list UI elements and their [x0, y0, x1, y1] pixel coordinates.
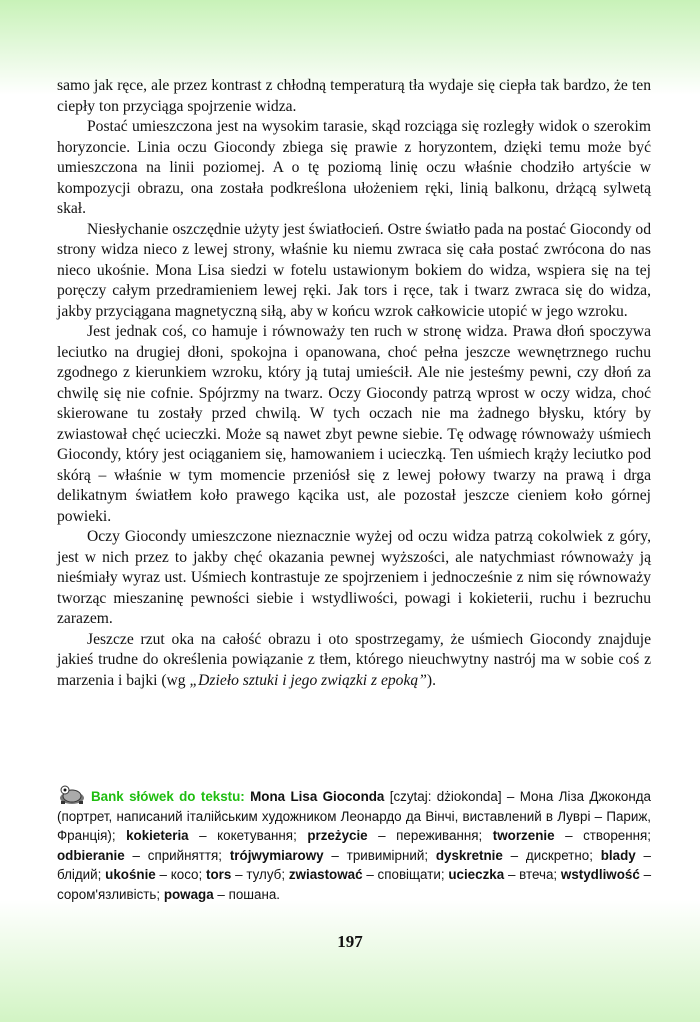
vocab-term: tworzenie — [492, 828, 555, 843]
source-title: „Dzieło sztuki i jego związki z epoką” — [189, 671, 427, 689]
vocab-definition: – тривимірний; — [323, 847, 436, 863]
vocab-definition: – пошана. — [213, 886, 281, 902]
vocab-term: kokieteria — [126, 828, 189, 843]
vocab-definition: – косо; — [155, 867, 207, 882]
paragraph: samo jak ręce, ale przez kontrast z chłodną temperaturą tła wydaje się ciepła tak bardzo, że ten ciepły ton przyciąga spojrzenie widza. — [57, 77, 651, 115]
vocab-definition: – сором'язливість; — [57, 867, 652, 902]
vocab-definition: – сповіщати; — [362, 867, 449, 882]
paragraph: Postać umieszczona jest na wysokim tarasie, skąd rozciąga się rozległy widok o szerokim horyzoncie. Linia oczu Giocondy zbiega się prawie z horyzontem, dzięki temu może być umieszczona na linii poziomej. A o tę poziomą linię oczu właśnie chodziło artyście w kompozycji obrazu, ona została podkreślona ułożeniem ręki, linią balkonu, drżącą sylwetą skał. — [57, 118, 651, 217]
vocabulary-heading: Bank słówek do tekstu: — [91, 789, 245, 804]
vocab-term: ucieczka — [448, 867, 505, 882]
vocab-term: trójwymiarowy — [229, 847, 324, 863]
vocab-definition: – тулуб; — [231, 867, 289, 882]
page-number: 197 — [337, 932, 363, 951]
vocab-term: odbieranie — [57, 847, 125, 863]
paragraph-text: Jeszcze rzut oka na całość obrazu i oto spostrzegamy, że uśmiech Giocondy znajduje jakieś trudne do określenia powiązanie z tłem, którego nieuchwytny nastrój ma w sobie coś z marzenia i bajki (wg — [57, 630, 651, 689]
vocab-definition: [czytaj: dżiokonda] – Мона Ліза Джоконда (портрет, написаний італійським художником Леонардо да Вінчі, виставлений в Луврі – Париж, Франція); — [57, 789, 651, 843]
vocab-definition: – втеча; — [504, 867, 561, 882]
paragraph — [57, 630, 651, 692]
vocab-term: zwiastować — [288, 867, 363, 882]
vocabulary-entries — [57, 789, 651, 902]
vocab-term: tors — [206, 867, 232, 882]
paragraph: Niesłychanie oszczędnie użyty jest światłocień. Ostre światło pada na postać Giocondy od strony widza nieco z lewej strony, właśnie ku niemu zwraca się cała postać zwrócona do nas nieco ukośnie. Mona Lisa siedzi w fotelu ustawionym bokiem do widza, wspiera się na tej poręczy całym przedramieniem lewej ręki. Jak tors i ręce, tak i twarz zwraca się do widza, jakby przyciągana magnetyczną siłą, aby w końcu wzrok całkowicie utopić w jego wzroku. — [57, 220, 651, 320]
vocab-term: wstydliwość — [560, 867, 640, 882]
turtle-mascot-icon — [57, 784, 87, 806]
vocab-term: ukośnie — [105, 867, 156, 882]
vocab-definition: – створення; — [554, 828, 651, 843]
vocab-term: dyskretnie — [435, 847, 503, 863]
vocab-definition: – блідий; — [57, 847, 651, 882]
vocabulary-bank — [57, 784, 651, 904]
paragraph: Oczy Giocondy umieszczone nieznacznie wyżej od oczu widza patrzą cokolwiek z góry, jest w nich przez to jakby chęć okazania pewnej wyższości, ale natychmiast równoważy ją nieśmiały wyraz ust. Uśmiech kontrastuje ze spojrzeniem i jednocześnie z nim się równoważy tworząc mieszaninę pewności siebie i wstydliwości, powagi i kokieterii, ruchu i bezruchu zarazem. — [57, 528, 651, 627]
main-text — [57, 76, 651, 691]
vocab-term: blady — [600, 847, 636, 863]
vocab-term: powaga — [163, 886, 214, 902]
vocab-definition: – сприйняття; — [124, 847, 230, 863]
paragraph-end: ). — [426, 671, 436, 689]
paragraph: Jest jednak coś, co hamuje i równoważy ten ruch w stronę widza. Prawa dłoń spoczywa leciutko na drugiej dłoni, spokojna i opanowana, choć pełna jeszcze wewnętrznego ruchu zgodnego z kierunkiem wzroku, który ją tutaj umieścił. Ale nie jesteśmy pewni, czy dłoń za chwilę się nie cofnie. Spójrzmy na twarz. Oczy Giocondy patrzą wprost w oczy widza, choć skierowane tu zostały przed chwilą. W tych oczach nie ma żadnego błysku, który by zwiastował chęć ucieczki. Może są nawet zbyt pewne siebie. Tę odwagę równoważy uśmiech Giocondy, który jest ociąganiem się, hamowaniem i ucieczką. Ten uśmiech krąży leciutko pod skórą – właśnie w tym momencie przeniósł się z lewej połowy twarzy na prawą i drga delikatnym światłem koło prawego kącika ust, ale pozostał jeszcze cieniem koło górnej powieki. — [57, 323, 651, 525]
vocab-term: przeżycie — [307, 828, 368, 843]
vocab-definition: – переживання; — [367, 828, 493, 843]
vocab-definition: – кокетування; — [188, 828, 308, 843]
vocab-term: Mona Lisa Gioconda — [250, 789, 385, 804]
vocab-definition: – дискретно; — [502, 847, 601, 863]
